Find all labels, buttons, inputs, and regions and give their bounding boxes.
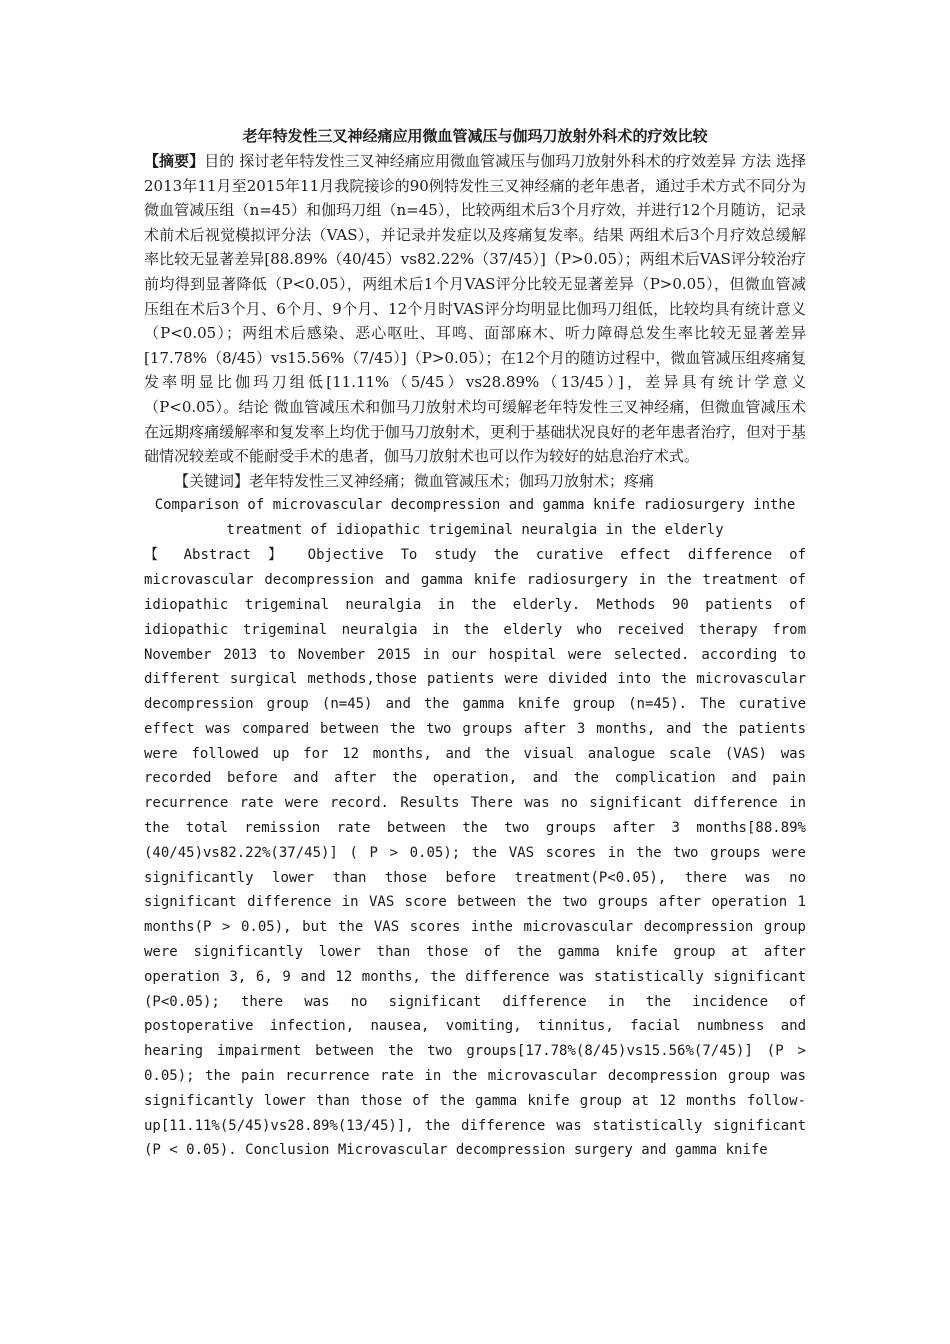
abstract-english-text: Objective To study the curative effect difference of microvascular decompression and gamma knife radiosurgery in the treatment of idiopathic trigeminal neuralgia in the elderly. Methods 90 patients of idiopathic trigeminal neuralgia in the elderly who received therapy from November 2013 to November 2015 in our hospital were selected. according to different surgical methods,those patients were divided into the microvascular decompression group (n=45) and the gamma knife group (n=45). The curative effect was compared between the two groups after 3 months, and the patients were followed up for 12 months, and the visual analogue scale (VAS) was recorded before and after the operation, and the complication and pain recurrence rate were record. Results There was no significant difference in the total remission rate between the two groups after 3 months[88.89%(40/45)vs82.22%(37/45)] ( P > 0.05); the VAS scores in the two groups were significantly lower than those before treatment(P<0.05), there was no significant difference in VAS score between the two groups after operation 1 months(P > 0.05), but the VAS scores inthe microvascular decompression group were significantly lower than those of the gamma knife group at after operation 3, 6, 9 and 12 months, the difference was statistically significant (P<0.05); there was no significant difference in the incidence of postoperative infection, nausea, vomiting, tinnitus, facial numbness and hearing impairment between the two groups[17.78%(8/45)vs15.56%(7/45)] (P > 0.05); the pain recurrence rate in the microvascular decompression group was significantly lower than those of the gamma knife group at 12 months follow-up[11.11%(5/45)vs28.89%(13/45)], the difference was statistically significant (P < 0.05). Conclusion Microvascular decompression surgery and gamma knife	[144, 547, 806, 1159]
paper-page	[144, 124, 806, 1163]
abstract-chinese	[144, 149, 806, 469]
abstract-chinese-text: 目的 探讨老年特发性三叉神经痛应用微血管减压与伽玛刀放射外科术的疗效差异 方法 选择2013年11月至2015年11月我院接诊的90例特发性三叉神经痛的老年患者，通过手术方式不同分为微血管减压组（n=45）和伽玛刀组（n=45），比较两组术后3个月疗效，并进行12个月随访，记录术前术后视觉模拟评分法（VAS），并记录并发症以及疼痛复发率。结果 两组术后3个月疗效总缓解率比较无显著差异[88.89%（40/45）vs82.22%（37/45）]（P>0.05）；两组术后VAS评分较治疗前均得到显著降低（P<0.05），两组术后1个月VAS评分比较无显著差异（P>0.05），但微血管减压组在术后3个月、6个月、9个月、12个月时VAS评分均明显比伽玛刀组低，比较均具有统计意义（P<0.05）；两组术后感染、恶心呕吐、耳鸣、面部麻木、听力障碍总发生率比较无显著差异[17.78%（8/45）vs15.56%（7/45）]（P>0.05）；在12个月的随访过程中，微血管减压组疼痛复发率明显比伽玛刀组低[11.11%（5/45）vs28.89%（13/45）]，差异具有统计学意义（P<0.05）。结论 微血管减压术和伽马刀放射术均可缓解老年特发性三叉神经痛，但微血管减压术在远期疼痛缓解率和复发率上均优于伽马刀放射术，更利于基础状况良好的老年患者治疗，但对于基础情况较差或不能耐受手术的患者，伽马刀放射术也可以作为较好的姑息治疗术式。	[144, 152, 806, 466]
keywords-label: 【关键词】	[174, 471, 250, 490]
abstract-chinese-label: 【摘要】	[144, 152, 205, 170]
keywords-text: 老年特发性三叉神经痛；微血管减压术；伽玛刀放射术；疼痛	[249, 471, 655, 490]
abstract-english-label: 【 Abstract 】	[144, 547, 291, 564]
keywords	[144, 469, 806, 494]
paper-title: 老年特发性三叉神经痛应用微血管减压与伽玛刀放射外科术的疗效比较	[242, 127, 708, 145]
abstract-english	[144, 543, 806, 1163]
english-title-line-1: Comparison of microvascular decompression and gamma knife radiosurgery inthe	[154, 497, 796, 514]
english-title-line-2: treatment of idiopathic trigeminal neuralgia in the elderly	[226, 522, 724, 539]
